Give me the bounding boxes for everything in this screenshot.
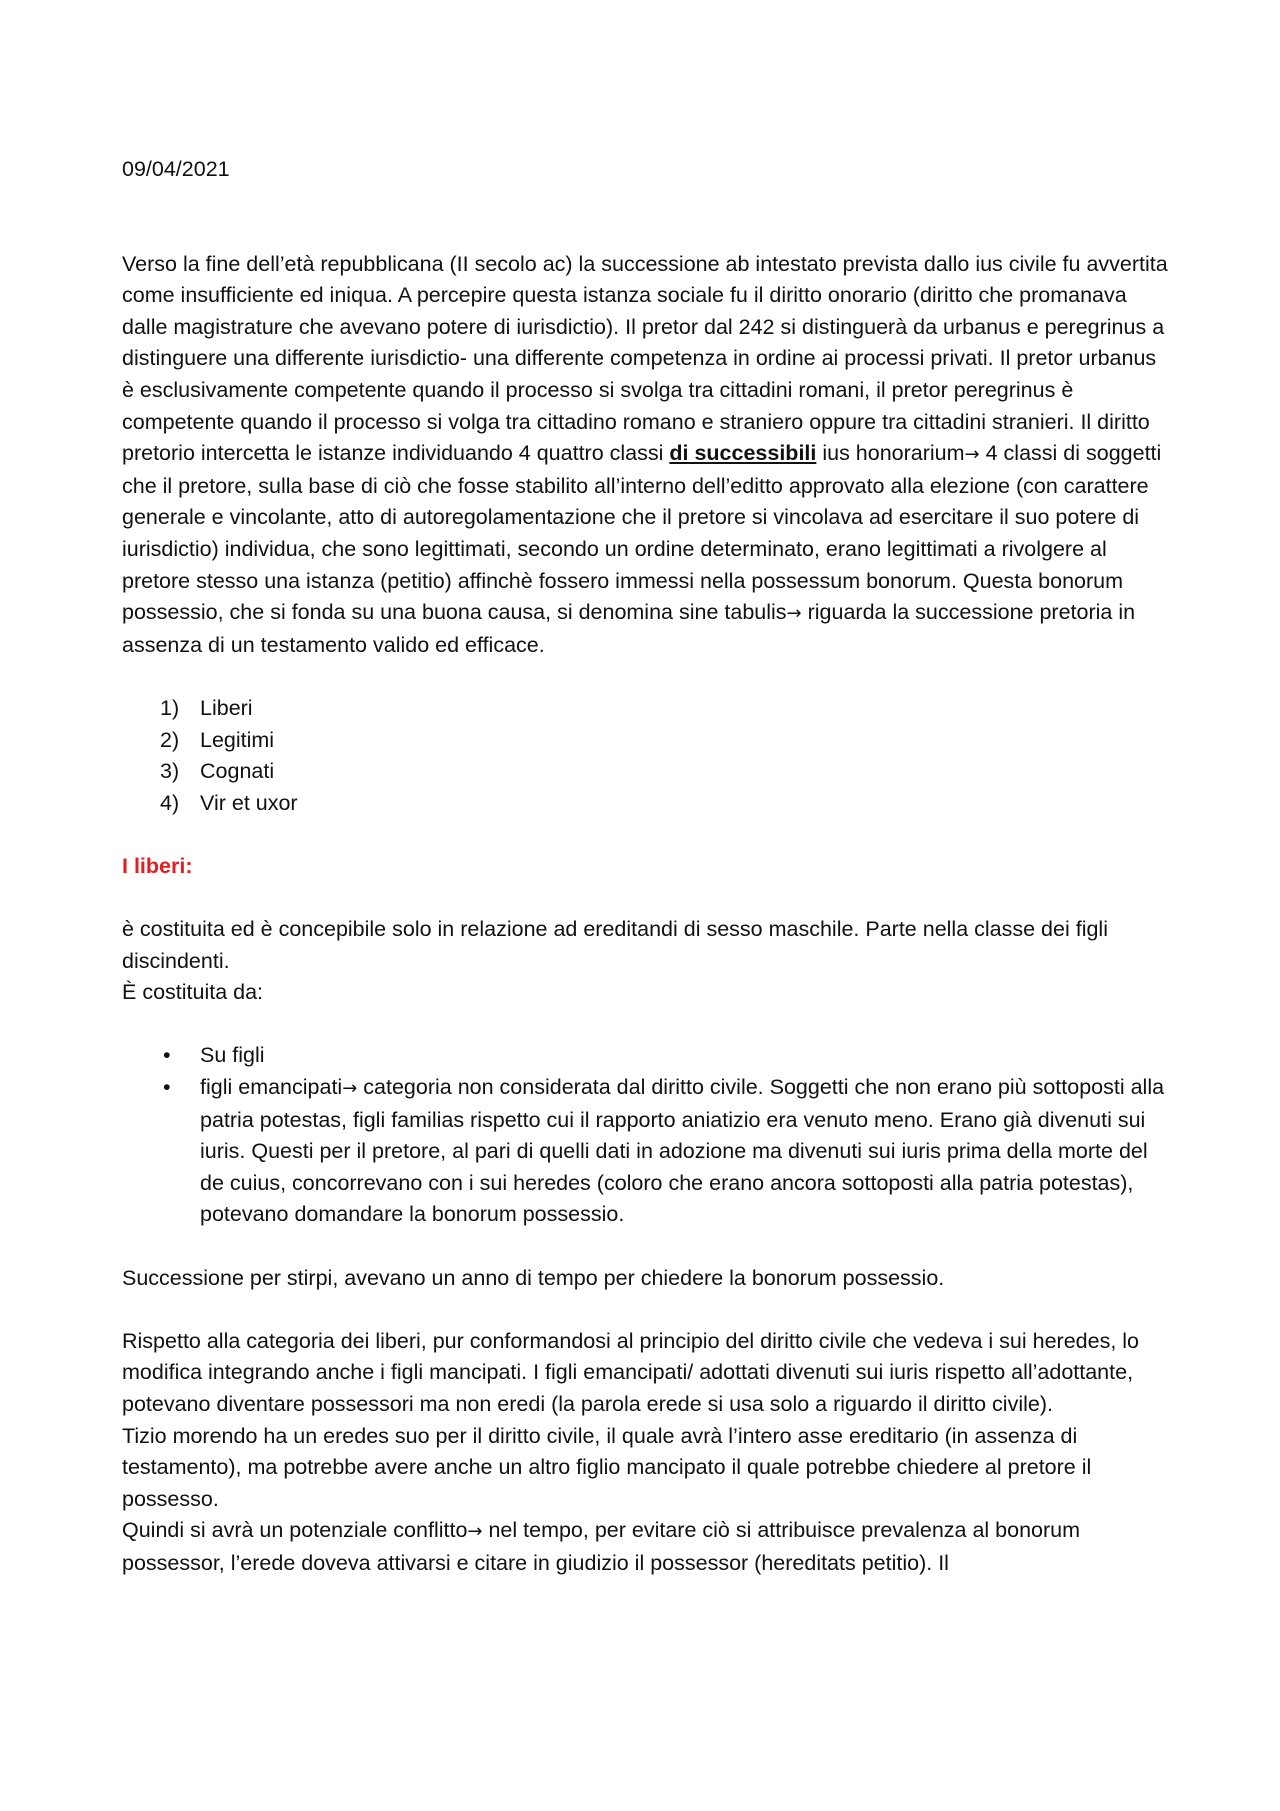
intro-text-4: riguarda la successione pretoria in assenza di un testamento valido ed efficace. [122, 600, 1136, 657]
list-label: Liberi [200, 695, 253, 720]
liberi-heading: I liberi: [122, 853, 193, 878]
list-item [122, 788, 1172, 820]
intro-text-1: Verso la fine dell’età repubblicana (II secolo ac) la successione ab intestato prevista dallo ius civile fu avvertita come insufficiente ed iniqua. A percepire questa istanza sociale fu il diritto onorario (diritto che promanava dalle magistrature che avevano potere di iurisdictio). Il pretor dal 242 si distinguerà da urbanus e peregrinus a distinguere una differente iurisdictio- una differente competenza in ordine ai processi privati. Il pretor urbanus è esclusivamente competente quando il processo si svolga tra cittadini romani, il pretor peregrinus è competente quando il processo si volga tra cittadino romano e straniero oppure tra cittadini stranieri. Il diritto pretorio intercetta le istanze individuando 4 quattro classi [122, 251, 1168, 466]
list-label: Vir et uxor [200, 790, 298, 815]
bullet-icon: • [163, 1075, 171, 1100]
intro-text-2: ius honorarium [816, 441, 965, 466]
intro-paragraph [122, 249, 1172, 662]
classes-list [122, 693, 1172, 819]
bullet-text: Su figli [200, 1043, 265, 1068]
intro-text-3: 4 classi di soggetti che il pretore, sulla base di ciò che fosse stabilito all’interno dell’editto approvato alla elezione (con carattere generale e vincolante, atto di autoregolamentazione che il pretore si vincolava ad esercitare il suo potere di iurisdictio) individua, che sono legittimati, secondo un ordine determinato, erano legittimati a rivolgere al pretore stesso una istanza (petitio) affinchè fossero immessi nella possessum bonorum. Questa bonorum possessio, che si fonda su una buona causa, si denomina sine tabulis [122, 441, 1162, 625]
list-number: 2) [160, 727, 180, 752]
bullet-icon: • [163, 1043, 171, 1068]
stirpi-paragraph: Successione per stirpi, avevano un anno di tempo per chiedere la bonorum possessio. [122, 1265, 945, 1290]
list-item [122, 1040, 1172, 1072]
costituita-da-label: È costituita da: [122, 980, 264, 1005]
bullet-text-b: categoria non considerata dal diritto civile. Soggetti che non erano più sottoposti alla patria potestas, figli familias rispetto cui il rapporto aniatizio era venuto meno. Erano già divenuti sui iuris. Questi per il pretore, al pari di quelli dati in adozione ma divenuti sui iuris prima della morte del de cuius, concorrevano con i sui heredes (coloro che erano ancora sottoposti alla patria potestas), potevano domandare la bonorum possessio. [200, 1075, 1165, 1227]
successibili-emphasis: di successibili [669, 441, 817, 466]
document-page [122, 154, 1172, 1580]
liberi-description: è costituita ed è concepibile solo in relazione ad ereditandi di sesso maschile. Parte nella classe dei figli discindenti. [122, 917, 1108, 973]
bullet-text-a: figli emancipati [200, 1075, 343, 1100]
document-date: 09/04/2021 [122, 157, 230, 181]
quindi-paragraph [122, 1515, 1172, 1579]
list-item [122, 693, 1172, 725]
quindi-text-b: nel tempo, per evitare ciò si attribuisce prevalenza al bonorum possessor, l’erede doveva attivarsi e citare in giudizio il possessor (hereditats petitio). Il [122, 1518, 1081, 1575]
quindi-text-a: Quindi si avrà un potenziale conflitto [122, 1518, 468, 1543]
list-item [122, 725, 1172, 757]
arrow-icon: → [467, 1521, 483, 1543]
arrow-icon: → [786, 603, 802, 625]
bullet-text [200, 1072, 1172, 1231]
tizio-paragraph: Tizio morendo ha un eredes suo per il diritto civile, il quale avrà l’intero asse ereditario (in assenza di testamento), ma potrebbe avere anche un altro figlio mancipato il quale potrebbe chiedere al pretore il possesso. [122, 1423, 1092, 1511]
list-item [122, 1072, 1172, 1231]
list-label: Cognati [200, 759, 275, 784]
list-number: 4) [160, 790, 180, 815]
arrow-icon: → [342, 1078, 358, 1100]
list-item [122, 756, 1172, 788]
liberi-bullet-list [122, 1040, 1172, 1231]
list-label: Legitimi [200, 727, 275, 752]
list-number: 1) [160, 695, 180, 720]
list-number: 3) [160, 759, 180, 784]
rispetto-paragraph: Rispetto alla categoria dei liberi, pur conformandosi al principio del diritto civile che vedeva i sui heredes, lo modifica integrando anche i figli mancipati. I figli emancipati/ adottati divenuti sui iuris rispetto all’adottante, potevano diventare possessori ma non eredi (la parola erede si usa solo a riguardo il diritto civile). [122, 1328, 1140, 1416]
arrow-icon: → [964, 444, 980, 466]
